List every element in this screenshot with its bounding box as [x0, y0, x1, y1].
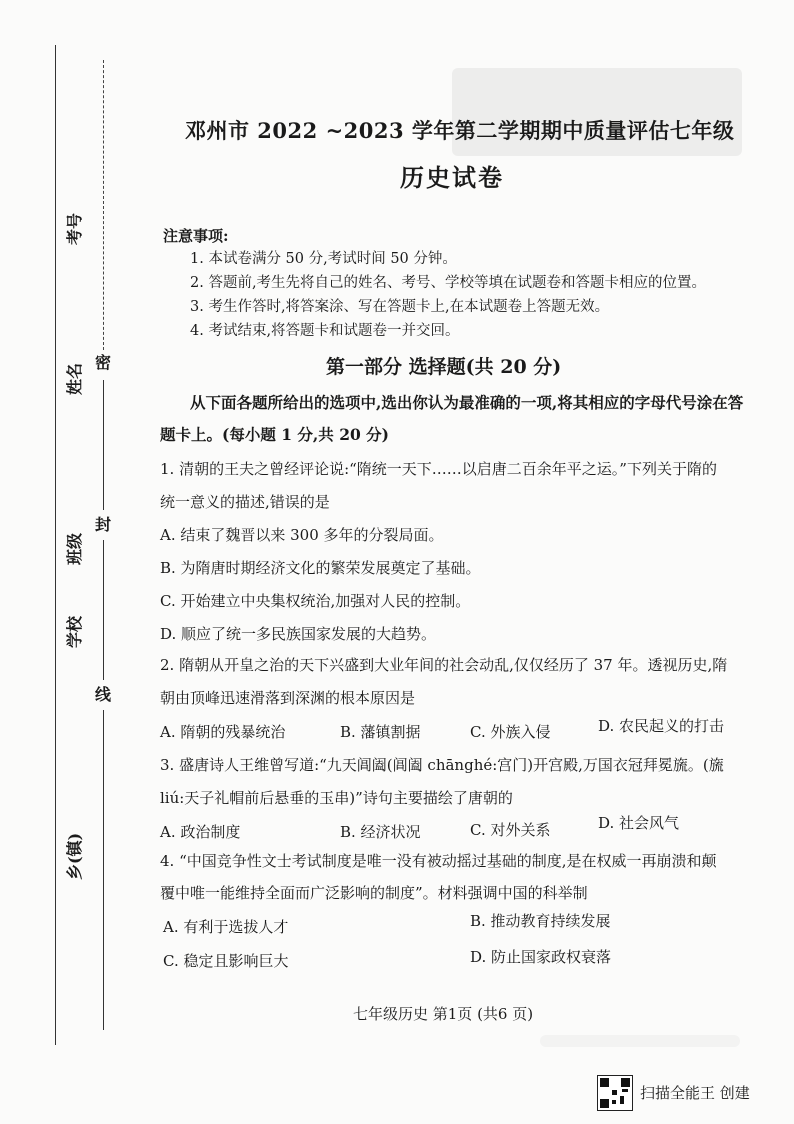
- question-3-option-b: B. 经济状况: [340, 823, 421, 841]
- scan-smudge: [540, 1035, 740, 1047]
- question-4-option-c: C. 稳定且影响巨大: [163, 952, 289, 970]
- field-exam-number: 考号: [65, 212, 84, 245]
- page-footer: 七年级历史 第1页 (共6 页): [353, 1005, 534, 1023]
- scanner-brand-text: 扫描全能王 创建: [640, 1084, 750, 1102]
- notice-heading: 注意事项:: [163, 227, 229, 245]
- seal-char-mi: 密: [95, 353, 112, 372]
- field-school: 学校: [65, 615, 84, 648]
- question-1-option-c: C. 开始建立中央集权统治,加强对人民的控制。: [160, 592, 471, 610]
- field-class: 班级: [65, 532, 84, 565]
- binding-line-right: [103, 60, 104, 350]
- question-3-option-a: A. 政治制度: [160, 823, 241, 841]
- question-4-option-d: D. 防止国家政权衰落: [470, 948, 612, 966]
- exam-subtitle: 历史试卷: [400, 163, 504, 192]
- question-2-option-a: A. 隋朝的残暴统治: [160, 723, 286, 741]
- binding-line-right: [103, 540, 104, 680]
- question-3-option-c: C. 对外关系: [470, 821, 551, 839]
- question-1-option-d: D. 顺应了统一多民族国家发展的大趋势。: [160, 625, 437, 643]
- instruction-line: 从下面各题所给出的选项中,选出你认为最准确的一项,将其相应的字母代号涂在答: [190, 393, 744, 412]
- question-4-option-b: B. 推动教育持续发展: [470, 912, 611, 930]
- exam-title: 邓州市 2022 ~2023 学年第二学期期中质量评估七年级: [185, 118, 735, 143]
- question-2-option-b: B. 藩镇割据: [340, 723, 421, 741]
- question-4-text: 4. “中国竞争性文士考试制度是唯一没有被动摇过基础的制度,是在权威一再崩溃和颠: [160, 852, 717, 870]
- binding-line-right: [103, 710, 104, 1030]
- question-1-option-b: B. 为隋唐时期经济文化的繁荣发展奠定了基础。: [160, 559, 481, 577]
- notice-item: 3. 考生作答时,将答案涂、写在答题卡上,在本试题卷上答题无效。: [190, 299, 610, 315]
- notice-item: 1. 本试卷满分 50 分,考试时间 50 分钟。: [190, 251, 457, 267]
- question-2-text: 朝由顶峰迅速滑落到深渊的根本原因是: [160, 689, 416, 707]
- question-3-text: liú:天子礼帽前后悬垂的玉串)”诗句主要描绘了唐朝的: [160, 789, 513, 807]
- instruction-line: 题卡上。(每小题 1 分,共 20 分): [160, 425, 390, 444]
- seal-char-feng: 封: [95, 515, 112, 534]
- notice-item: 2. 答题前,考生先将自己的姓名、考号、学校等填在试题卷和答题卡相应的位置。: [190, 275, 707, 291]
- binding-line-left: [55, 45, 56, 1045]
- binding-line-right: [103, 380, 104, 510]
- part-title: 第一部分 选择题(共 20 分): [326, 356, 562, 378]
- question-4-text: 覆中唯一能维持全面而广泛影响的制度”。材料强调中国的科举制: [160, 884, 588, 902]
- question-1-text: 1. 清朝的王夫之曾经评论说:“隋统一天下……以启唐二百余年平之运。”下列关于隋的: [160, 460, 717, 478]
- qr-code-icon: [597, 1075, 633, 1111]
- question-4-option-a: A. 有利于选拔人才: [163, 918, 289, 936]
- field-name: 姓名: [65, 362, 84, 395]
- question-2-option-d: D. 农民起义的打击: [598, 717, 725, 735]
- notice-item: 4. 考试结束,将答题卡和试题卷一并交回。: [190, 323, 460, 339]
- question-1-option-a: A. 结束了魏晋以来 300 多年的分裂局面。: [160, 526, 444, 544]
- question-2-text: 2. 隋朝从开皇之治的天下兴盛到大业年间的社会动乱,仅仅经历了 37 年。透视历史,隋: [160, 656, 728, 674]
- question-1-text: 统一意义的描述,错误的是: [160, 493, 330, 511]
- seal-char-xian: 线: [95, 685, 112, 704]
- field-township: 乡(镇): [65, 832, 84, 880]
- question-2-option-c: C. 外族入侵: [470, 723, 551, 741]
- question-3-option-d: D. 社会风气: [598, 814, 680, 832]
- question-3-text: 3. 盛唐诗人王维曾写道:“九天阊阖(阊阖 chānghé:宫门)开宫殿,万国衣冠拜冕旒。(旒: [160, 756, 724, 774]
